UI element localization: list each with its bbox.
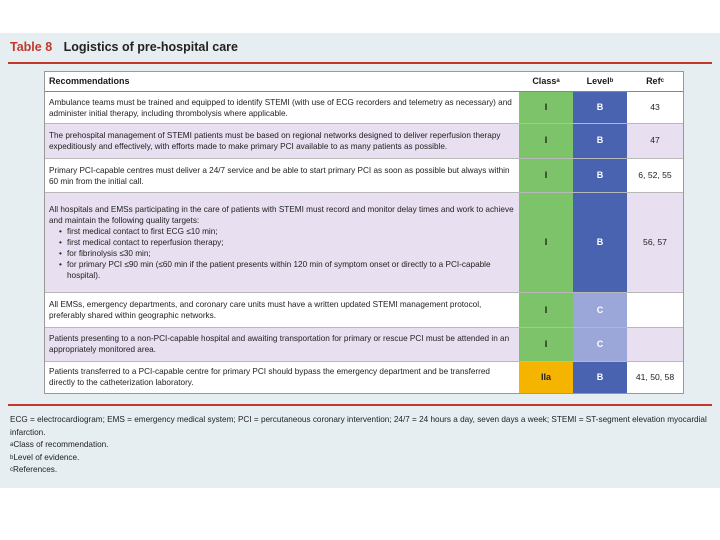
table-title: Logistics of pre-hospital care <box>63 40 238 54</box>
quality-targets-list <box>49 226 515 281</box>
level-cell: B <box>573 92 627 124</box>
recommendation-text: All EMSs, emergency departments, and coronary care units must have a written updated STEMI management protocol, preferably shared within geographic networks. <box>45 293 519 328</box>
level-cell: B <box>573 124 627 159</box>
list-item: • first medical contact to first ECG ≤10 min; <box>61 226 515 237</box>
ref-cell <box>627 328 683 362</box>
table-row <box>45 361 683 393</box>
class-cell: I <box>519 193 573 293</box>
class-cell: I <box>519 293 573 328</box>
table-row <box>45 193 683 293</box>
recommendation-text: Patients presenting to a non-PCI-capable hospital and awaiting transportation for primary or rescue PCI must be attended in an appropriately monitored area. <box>45 328 519 362</box>
ref-cell: 56, 57 <box>627 193 683 293</box>
ref-cell: 41, 50, 58 <box>627 361 683 393</box>
list-item: • for primary PCI ≤90 min (≤60 min if the patient presents within 120 min of symptom onset or directly to a PCI-capable hospital). <box>61 259 515 281</box>
table-heading <box>10 40 238 54</box>
recommendation-text: Primary PCI-capable centres must deliver a 24/7 service and be able to start primary PCI as soon as possible but always within 60 min from the initial call. <box>45 158 519 193</box>
table-number: Table 8 <box>10 40 53 54</box>
ref-cell: 6, 52, 55 <box>627 158 683 193</box>
header-recommendations: Recommendations <box>45 72 519 92</box>
header-level: Level$^b$ <box>573 72 627 92</box>
table-row <box>45 92 683 124</box>
level-cell: B <box>573 158 627 193</box>
list-item: • first medical contact to reperfusion therapy; <box>61 237 515 248</box>
class-cell: I <box>519 92 573 124</box>
top-rule <box>8 62 712 64</box>
recommendation-text: Patients transferred to a PCI-capable centre for primary PCI should bypass the emergency department and be transferred directly to the catheterization laboratory. <box>45 361 519 393</box>
class-cell: IIa <box>519 361 573 393</box>
recommendation-text <box>45 193 519 293</box>
table-grid <box>45 72 683 393</box>
footnote-a: $^a$Class of recommendation. <box>10 440 109 449</box>
header-class: Class$^a$ <box>519 72 573 92</box>
level-cell: C <box>573 328 627 362</box>
table-row <box>45 158 683 193</box>
table-row <box>45 328 683 362</box>
header-ref: Ref$^c$ <box>627 72 683 92</box>
class-cell: I <box>519 158 573 193</box>
list-item: • for fibrinolysis ≤30 min; <box>61 248 515 259</box>
level-cell: C <box>573 293 627 328</box>
footnote-b: $^b$Level of evidence. <box>10 452 80 462</box>
level-cell: B <box>573 193 627 293</box>
footnote-c: $^c$References. <box>10 465 58 474</box>
class-cell: I <box>519 124 573 159</box>
abbreviations-note: ECG = electrocardiogram; EMS = emergency medical system; PCI = percutaneous coronary intervention; 24/7 = 24 hours a day, seven days a week; STEMI = ST-segment elevation myocardial infarction. <box>10 415 707 437</box>
table-row <box>45 293 683 328</box>
ref-cell: 47 <box>627 124 683 159</box>
recommendation-text: Ambulance teams must be trained and equipped to identify STEMI (with use of ECG recorders and telemetry as necessary) and administer initial therapy, including thrombolysis where applicable. <box>45 92 519 124</box>
bottom-rule <box>8 404 712 406</box>
header-row <box>45 72 683 92</box>
level-cell: B <box>573 361 627 393</box>
recommendations-table <box>44 71 684 394</box>
table-footnotes <box>10 414 710 477</box>
ref-cell: 43 <box>627 92 683 124</box>
ref-cell <box>627 293 683 328</box>
recommendation-text: The prehospital management of STEMI patients must be based on regional networks designed to deliver reperfusion therapy expeditiously and effectively, with efforts made to make primary PCI available to as many patients as possible. <box>45 124 519 159</box>
table-row <box>45 124 683 159</box>
recommendation-intro: All hospitals and EMSs participating in the care of patients with STEMI must record and monitor delay times and work to achieve and maintain the following quality targets: <box>49 205 514 226</box>
class-cell: I <box>519 328 573 362</box>
